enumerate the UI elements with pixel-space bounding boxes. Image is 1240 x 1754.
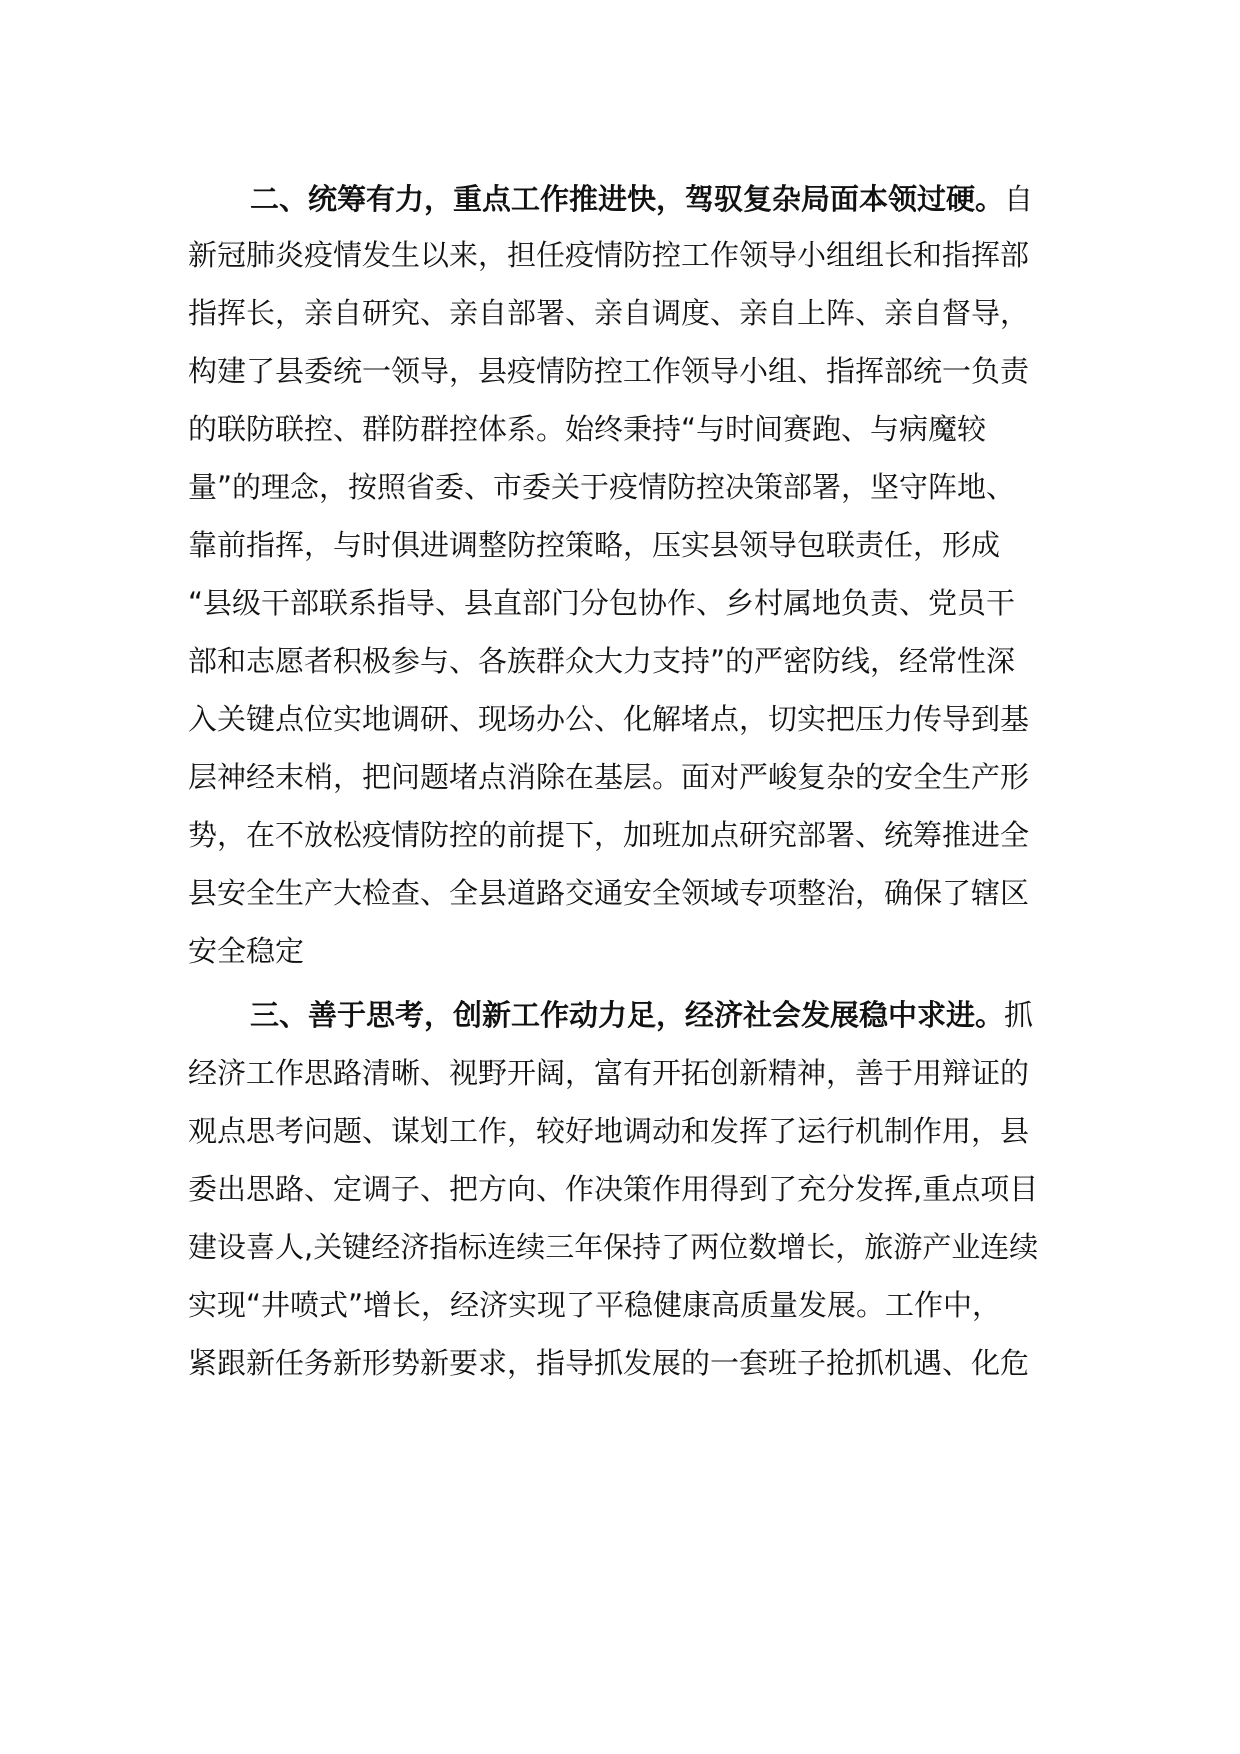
section2-heading: 二、统筹有力，重点工作推进快，驾驭复杂局面本领过硬。 [250,182,1005,216]
paragraph-line: 层神经末梢，把问题堵点消除在基层。面对严峻复杂的安全生产形 [188,760,1030,794]
paragraph-line: 靠前指挥，与时俱进调整防控策略，压实县领导包联责任，形成 [188,528,1001,562]
paragraph-line: 构建了县委统一领导，县疫情防控工作领导小组、指挥部统一负责 [188,354,1030,388]
paragraph-line: “县级干部联系指导、县直部门分包协作、乡村属地负责、党员干 [188,586,1016,620]
paragraph-line: 建设喜人,关键经济指标连续三年保持了两位数增长，旅游产业连续 [188,1230,1039,1264]
paragraph-line: 县安全生产大检查、全县道路交通安全领域专项整治，确保了辖区 [188,876,1030,910]
paragraph-line: 实现“井喷式”增长，经济实现了平稳健康高质量发展。工作中， [188,1288,1002,1322]
section3-lead-text: 抓 [1004,998,1034,1032]
paragraph-line: 入关键点位实地调研、现场办公、化解堵点，切实把压力传导到基 [188,702,1030,736]
section3-first-line [250,993,1033,1037]
paragraph-line: 经济工作思路清晰、视野开阔，富有开拓创新精神，善于用辩证的 [188,1056,1030,1090]
paragraph-line: 安全稳定 [188,934,305,968]
paragraph-line: 指挥长，亲自研究、亲自部署、亲自调度、亲自上阵、亲自督导， [188,296,1030,330]
paragraph-line: 的联防联控、群防群控体系。始终秉持“与时间赛跑、与病魔较 [188,412,987,446]
paragraph-line: 委出思路、定调子、把方向、作决策作用得到了充分发挥,重点项目 [188,1172,1039,1206]
paragraph-line: 新冠肺炎疫情发生以来，担任疫情防控工作领导小组组长和指挥部 [188,238,1030,272]
section3-heading: 三、善于思考，创新工作动力足，经济社会发展稳中求进。 [250,998,1005,1032]
paragraph-line: 部和志愿者积极参与、各族群众大力支持”的严密防线，经常性深 [188,644,1016,678]
paragraph-line: 势，在不放松疫情防控的前提下，加班加点研究部署、统筹推进全 [188,818,1030,852]
paragraph-line: 观点思考问题、谋划工作，较好地调动和发挥了运行机制作用，县 [188,1114,1030,1148]
section2-lead-text: 自 [1004,182,1034,216]
paragraph-line: 量”的理念，按照省委、市委关于疫情防控决策部署，坚守阵地、 [188,470,1016,504]
section2-first-line [250,177,1033,221]
paragraph-line: 紧跟新任务新形势新要求，指导抓发展的一套班子抢抓机遇、化危 [188,1346,1030,1380]
